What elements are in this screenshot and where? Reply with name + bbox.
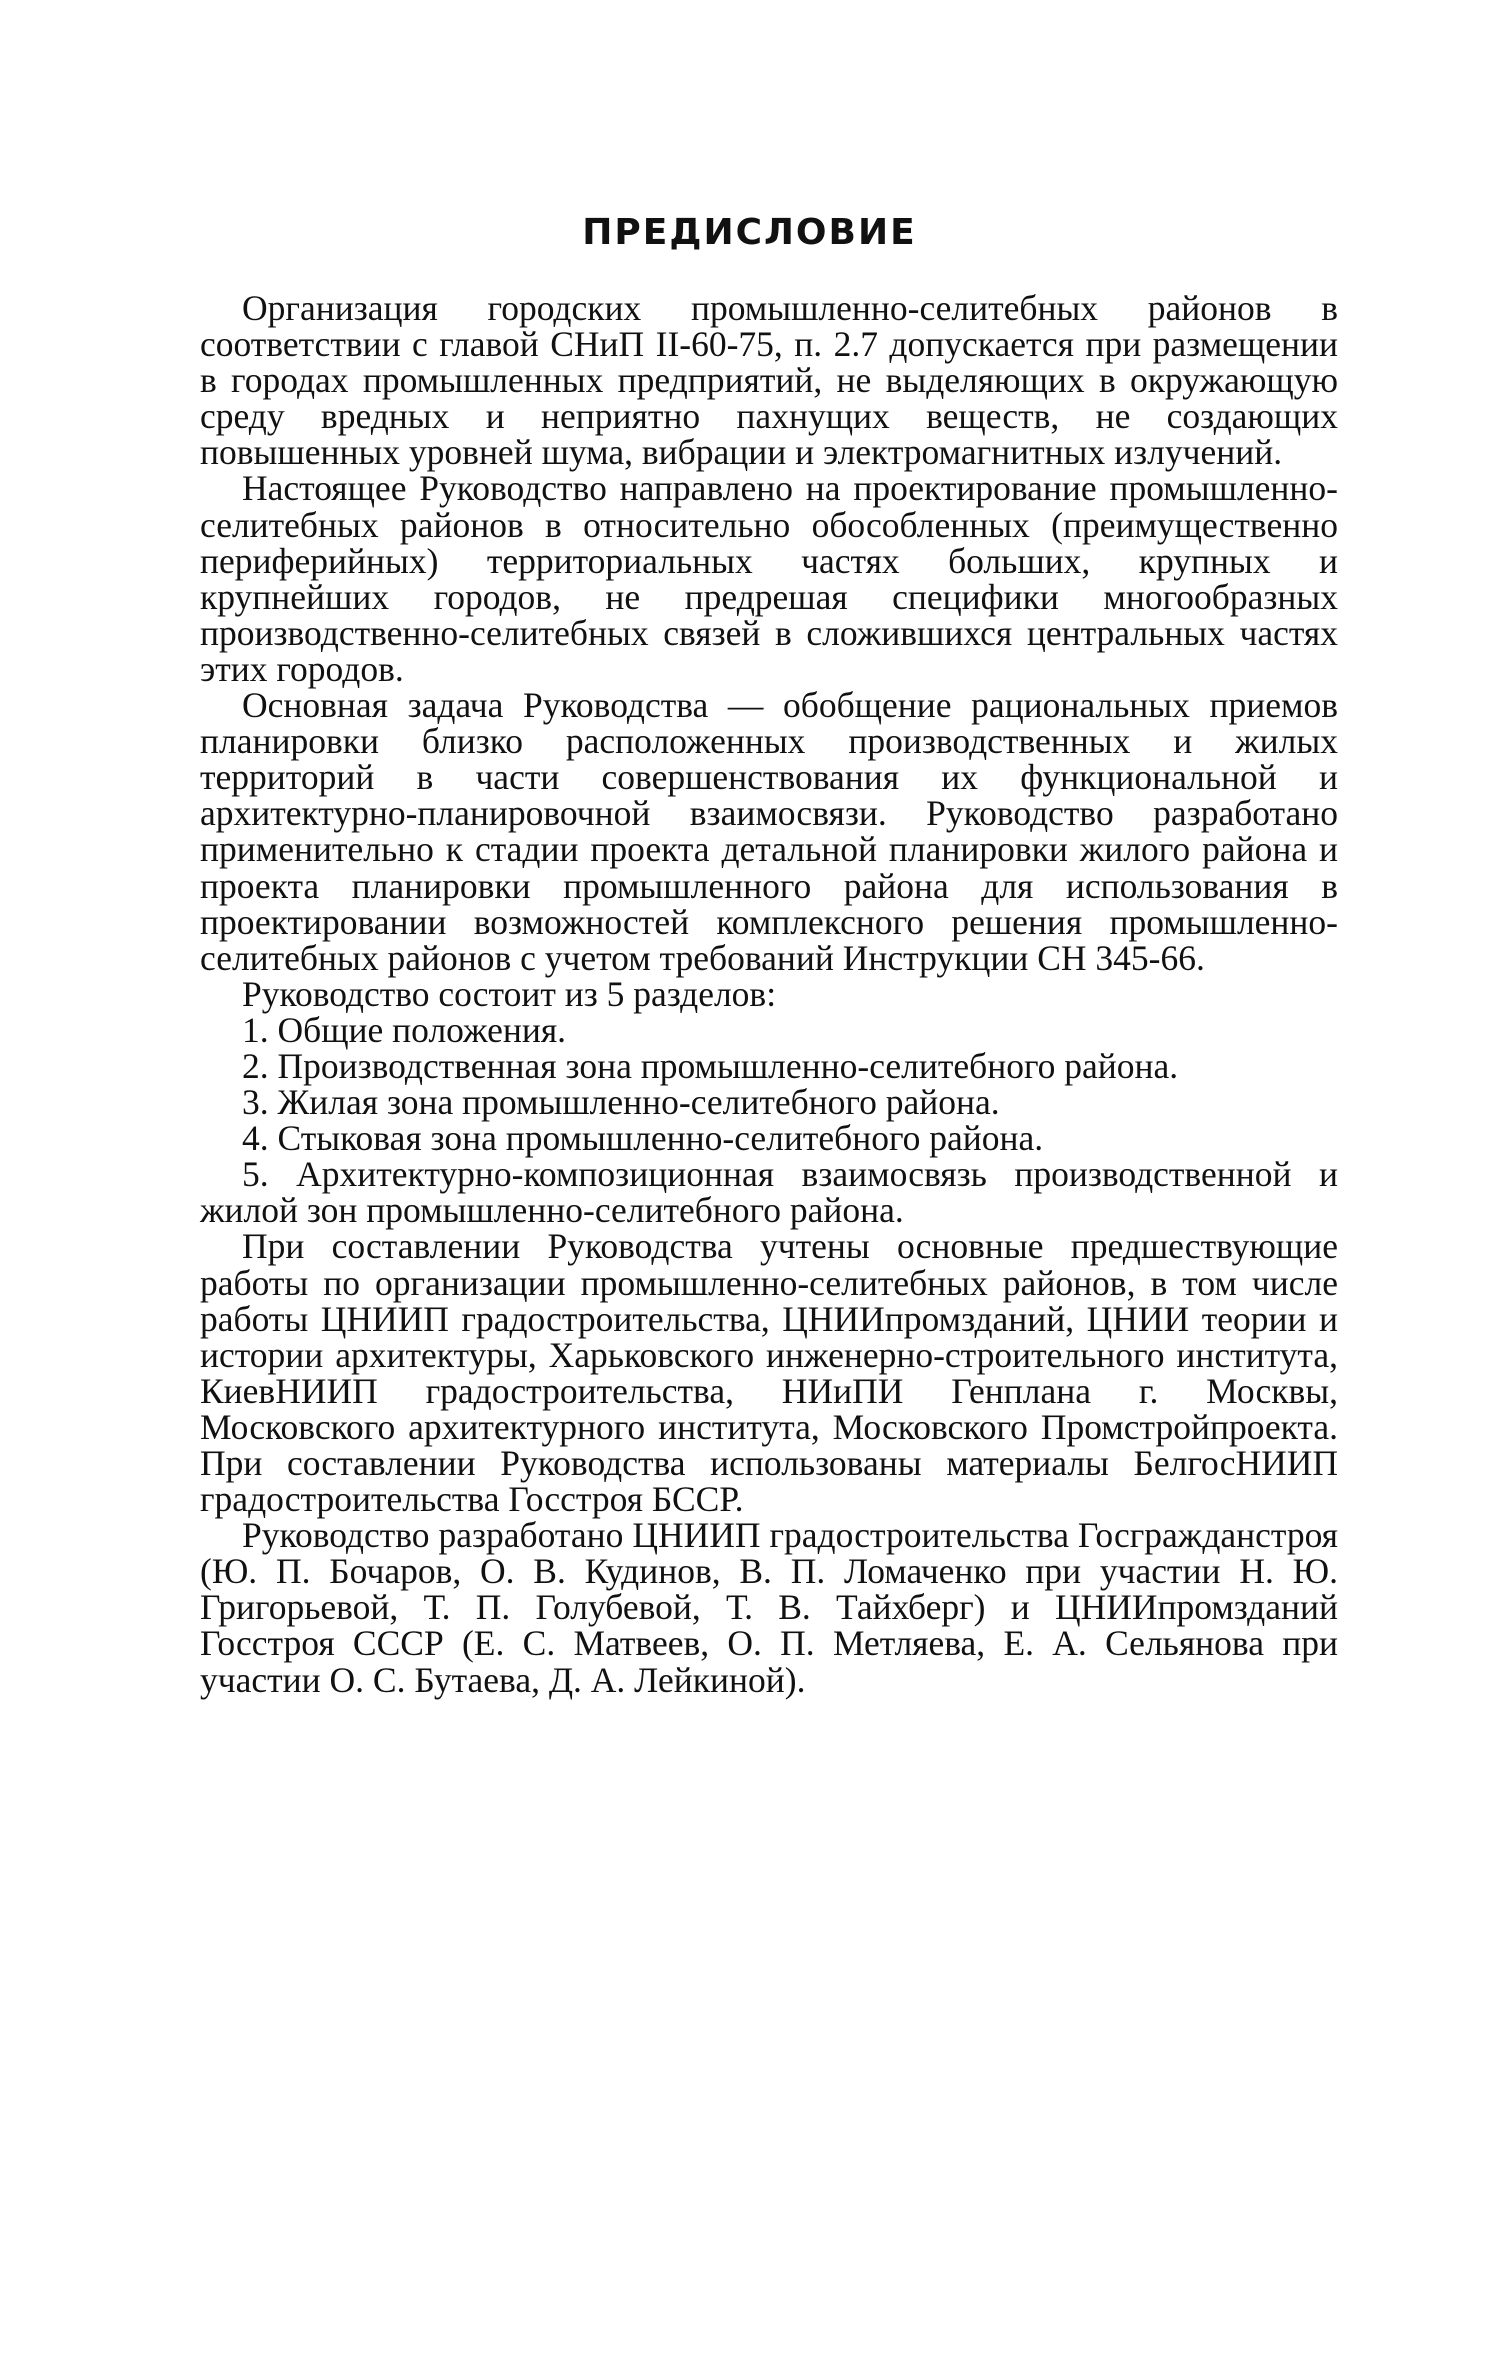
list-item: 2. Производственная зона промышленно-селитебного района. xyxy=(242,1045,1179,1086)
paragraph: Настоящее Руководство направлено на проектирование промышленно-селитебных районов в относительно обособленных (преимущественно периферийных) территориальных частях больших, крупных и крупнейших городов, не предрешая специфики многообразных производственно-селитебных связей в сложившихся центральных частях этих городов. xyxy=(200,468,1338,689)
sections-intro: Руководство состоит из 5 разделов: xyxy=(242,973,777,1014)
page-title: ПРЕДИСЛОВИЕ xyxy=(582,212,917,253)
paragraph: Основная задача Руководства — обобщение рациональных приемов планировки близко расположенных производственных и жилых территорий в части совершенствования их функциональной и архитектурно-планировочной взаимосвязи. Руководство разработано применительно к стадии проекта детальной планировки жилого района и проекта планировки промышленного района для использования в проектировании возможностей комплексного решения промышленно-селитебных районов с учетом требований Инструкции СН 345-66. xyxy=(200,685,1338,978)
paragraph: Организация городских промышленно-селитебных районов в соответствии с главой СНиП II-60-75, п. 2.7 допускается при размещении в городах промышленных предприятий, не выделяющих в окружающую среду вредных и неприятно пахнущих веществ, не создающих повышенных уровней шума, вибрации и электромагнитных излучений. xyxy=(200,288,1338,473)
paragraph: При составлении Руководства учтены основные предшествующие работы по организации промышленно-селитебных районов, в том числе работы ЦНИИП градостроительства, ЦНИИпромзданий, ЦНИИ теории и истории архитектуры, Харьковского инженерно-строительного института, КиевНИИП градостроительства, НИиПИ Генплана г. Москвы, Московского архитектурного института, Московского Промстройпроекта. При составлении Руководства использованы материалы БелгосНИИП градостроительства Госстроя БССР. xyxy=(200,1226,1338,1520)
list-item: 3. Жилая зона промышленно-селитебного района. xyxy=(242,1082,1000,1123)
list-item: 1. Общие положения. xyxy=(242,1009,567,1050)
list-item: 4. Стыковая зона промышленно-селитебного района. xyxy=(242,1118,1044,1159)
list-item: 5. Архитектурно-композиционная взаимосвязь производственной и жилой зон промышленно-селитебного района. xyxy=(200,1154,1338,1231)
sections-list xyxy=(200,1009,1338,1231)
paragraph: Руководство разработано ЦНИИП градостроительства Госгражданстроя (Ю. П. Бочаров, О. В. Кудинов, В. П. Ломаченко при участии Н. Ю. Григорьевой, Т. П. Голубевой, Т. В. Тайхберг) и ЦНИИпромзданий Госстроя СССР (Е. С. Матвеев, О. П. Метляева, Е. А. Сельянова при участии О. С. Бутаева, Д. А. Лейкиной). xyxy=(200,1515,1338,1700)
document-body xyxy=(200,290,1338,1698)
